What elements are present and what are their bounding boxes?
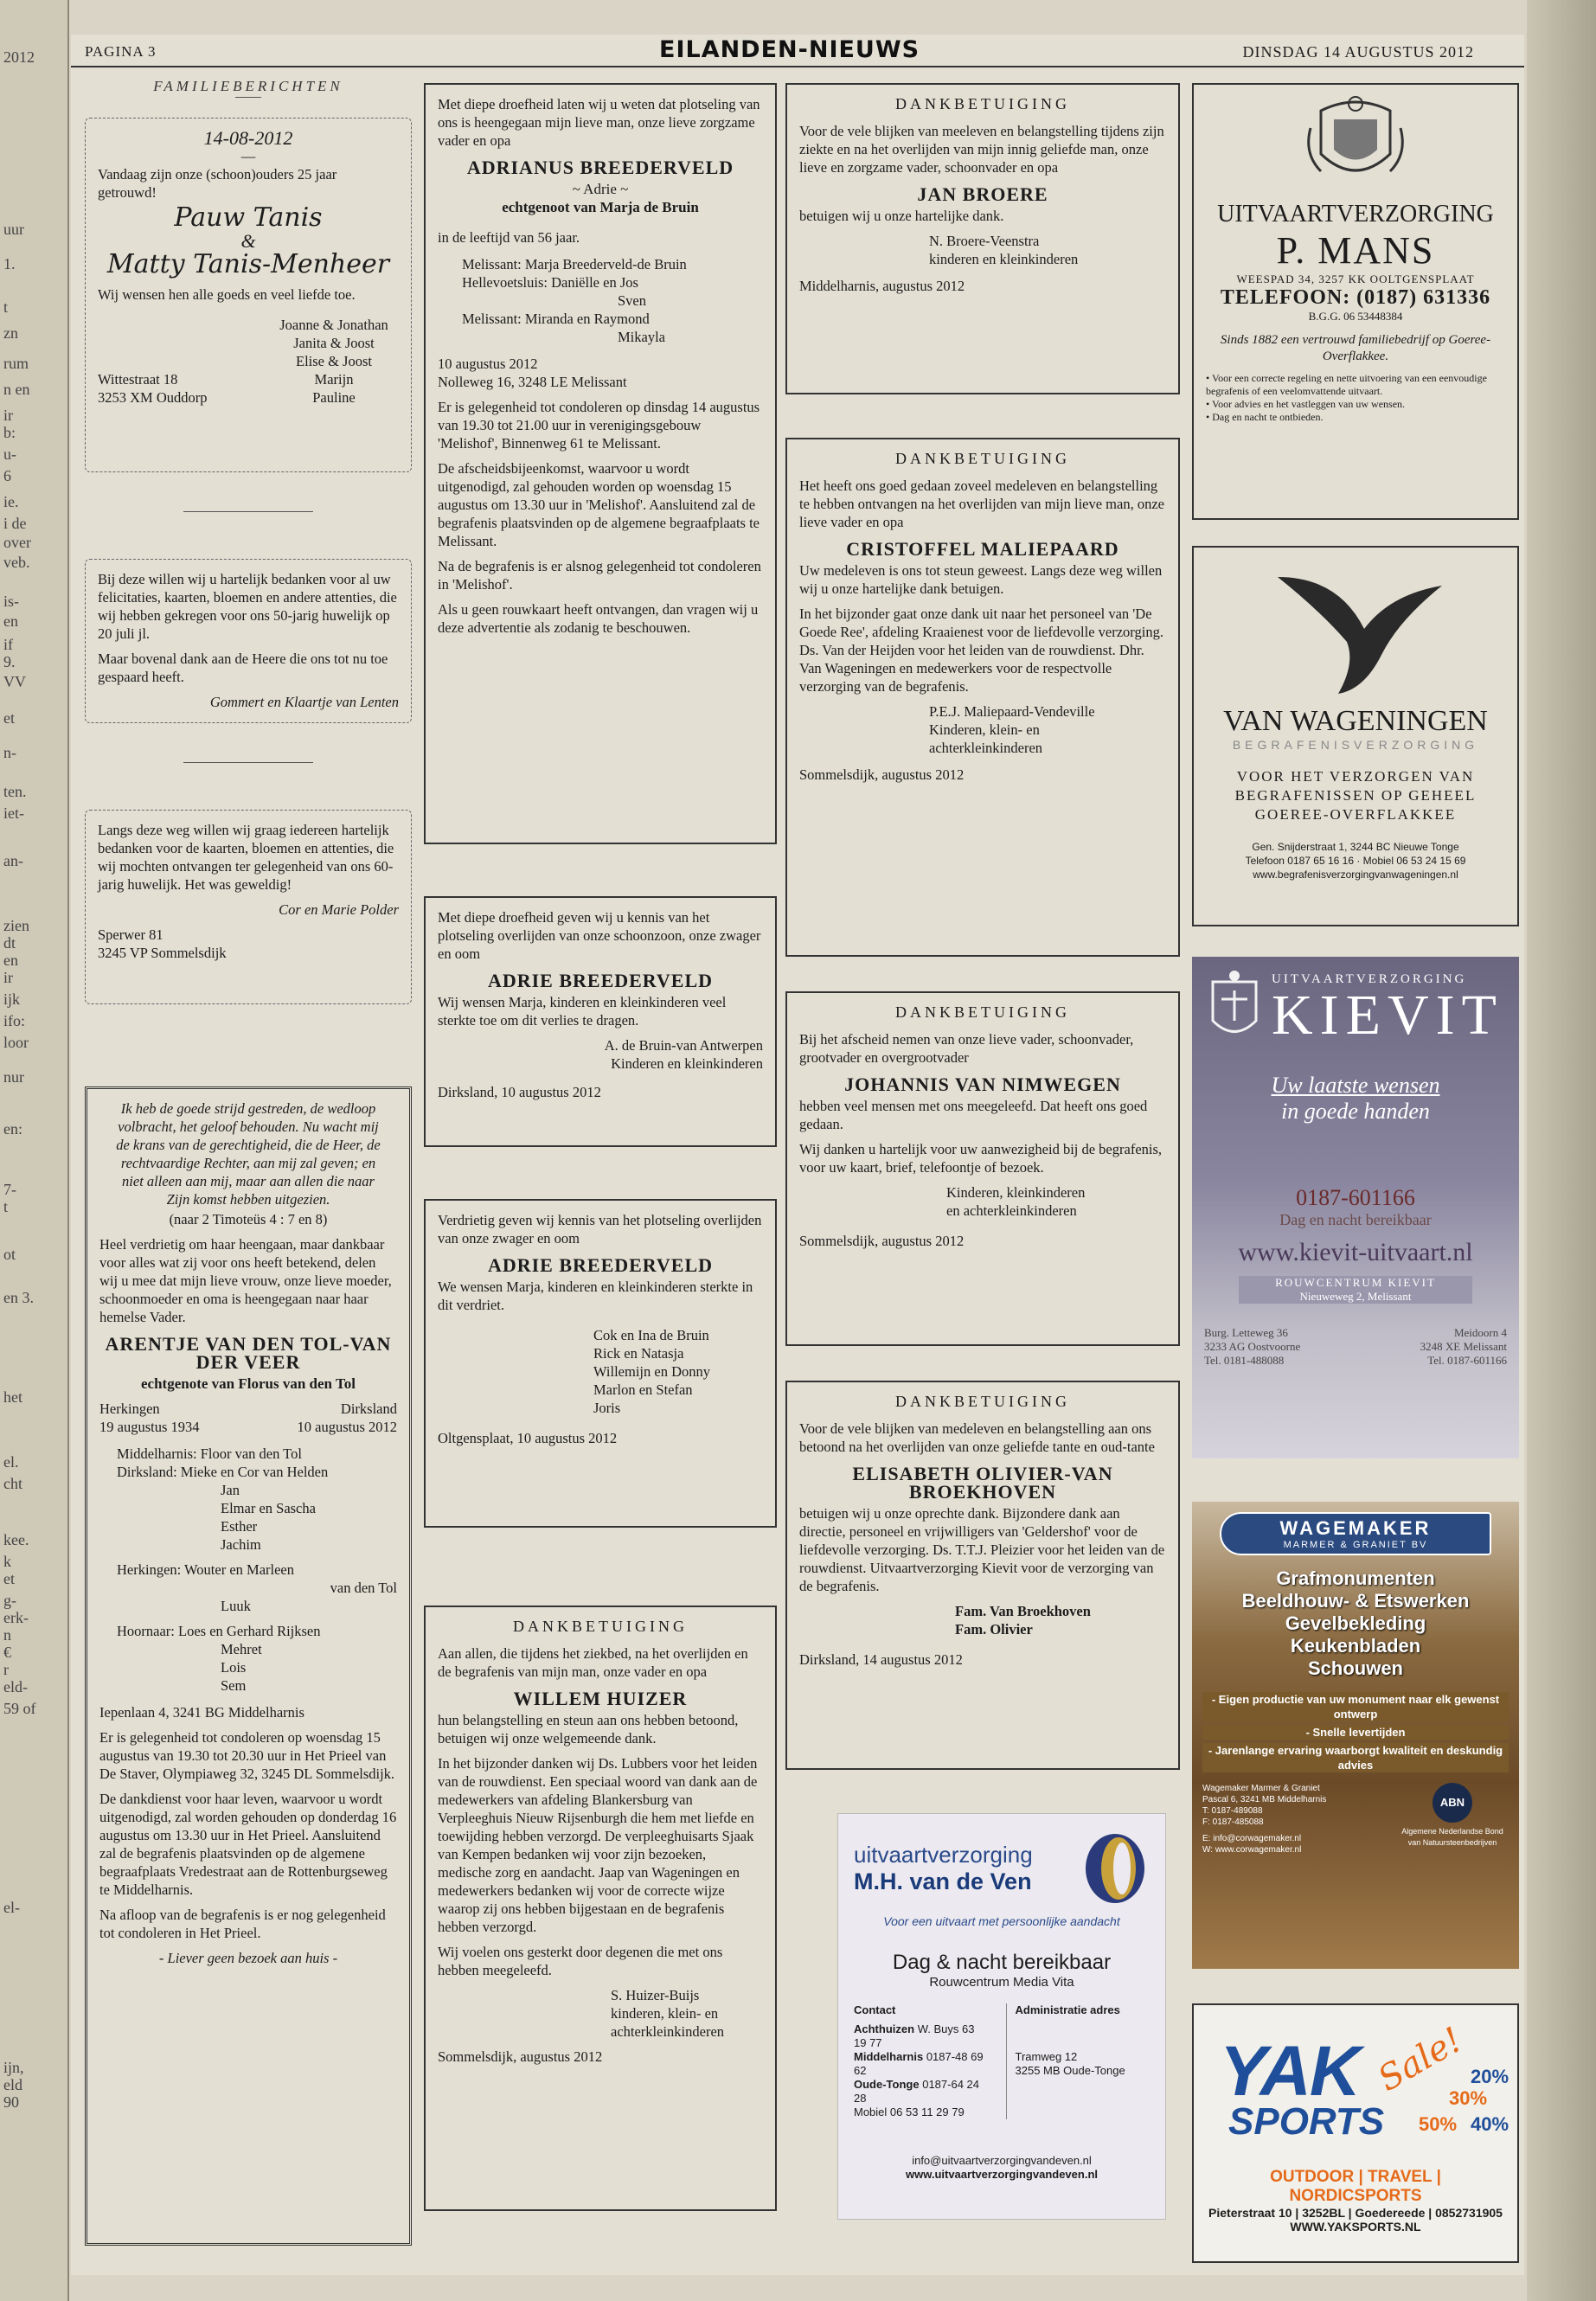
- anniversary-notice: 14-08-2012 — Vandaag zijn onze (schoon)ouders 25 jaar getrouwd! Pauw Tanis & Matty Tanis-Menheer Wij wensen hen alle goeds en veel liefde toe. Wittestraat 18 3253 XM Ouddorp Joanne & Jonathan Janita & Joost Elise & Joost Marijn Pauline: [85, 118, 412, 472]
- ad-location-line: Meidoorn 4: [1453, 1326, 1507, 1339]
- obituary-van-den-tol: [85, 1086, 412, 2246]
- prev-page-fragment: is-: [3, 593, 19, 610]
- obituary-wish: Wij wensen Marja, kinderen en kleinkinderen veel sterkte toe om dit verlies te dragen.: [438, 994, 727, 1029]
- prev-page-fragment: el-: [3, 1899, 20, 1916]
- thanks-text-2: Wij danken u hartelijk voor uw aanwezigheid bij de begrafenis, voor uw kaart, brief, telefoontje of bezoek.: [799, 1141, 1163, 1176]
- ad-since: Sinds 1882 een vertrouwd familiebedrijf op Goeree-Overflakkee.: [1220, 333, 1491, 363]
- prev-page-fragment: ir: [3, 407, 13, 424]
- ad-small-title: UITVAARTVERZORGING: [1272, 971, 1467, 986]
- no-visits-note: - Liever geen bezoek aan huis -: [158, 1950, 338, 1966]
- ad-contact-line: W: www.corwagemaker.nl: [1202, 1845, 1302, 1855]
- ad-categories: OUTDOOR | TRAVEL | NORDICSPORTS: [1270, 2168, 1441, 2205]
- signature-line: Joris: [593, 1400, 621, 1416]
- prev-page-fragment: ten.: [3, 783, 27, 800]
- after-service-info: Na de begrafenis is er alsnog gelegenheid tot condoleren in 'Melishof'.: [438, 558, 761, 593]
- family-line: Melissant: Miranda en Raymond: [462, 311, 650, 327]
- ad-contact-line: T: 0187-489088: [1202, 1806, 1263, 1816]
- ad-slogan-2: in goede handen: [1281, 1099, 1430, 1124]
- thanks-intro: Voor de vele blijken van medeleven en belangstelling aan ons betoond na het overlijden van onze geliefde tante en oud-tante: [799, 1420, 1155, 1455]
- ad-title: UITVAARTVERZORGING: [1217, 201, 1494, 228]
- family-line: van den Tol: [330, 1580, 397, 1596]
- ad-bullet-text: - Snelle levertijden: [1202, 1725, 1509, 1740]
- column-4: [1192, 74, 1524, 2263]
- prev-page-fragment: dt: [3, 934, 16, 952]
- ad-name: P. MANS: [1276, 229, 1435, 272]
- ad-phone: 0187-48 69 62: [854, 2050, 984, 2077]
- signature-line: P.E.J. Maliepaard-Vendeville: [929, 703, 1095, 720]
- prev-page-fragment: en:: [3, 1120, 22, 1138]
- ad-name: WAGEMAKER: [1279, 1517, 1432, 1539]
- thanks-heading: DANKBETUIGING: [895, 95, 1070, 112]
- birth-date: 19 augustus 1934: [99, 1419, 200, 1435]
- prev-page-fragment: b:: [3, 424, 16, 441]
- prev-page-fragment: et: [3, 709, 15, 727]
- thanks-notice-van-lenten: [85, 559, 412, 723]
- thanks-intro: Het heeft ons goed gedaan zoveel medeleven en belangstelling te hebben ontvangen na het overlijden van mijn lieve man, onze lieve vader en opa: [799, 478, 1164, 530]
- previous-page-edge: [0, 0, 69, 2301]
- signature-line: kinderen en kleinkinderen: [929, 251, 1079, 267]
- ad-name: M.H. van de Ven: [854, 1868, 1032, 1894]
- address-city: 3253 XM Ouddorp: [98, 389, 208, 406]
- ad-bullet-text: Voor advies en het vastleggen van uw wensen.: [1211, 398, 1406, 410]
- child-name: Joanne & Jonathan: [279, 317, 388, 333]
- thanks-intro: Aan allen, die tijdens het ziekbed, na het overlijden en de begrafenis van mijn man, onze vader en opa: [438, 1645, 748, 1680]
- discount-badge: 50%: [1419, 2113, 1458, 2135]
- obituary-poem-ref: (naar 2 Timoteüs 4 : 7 en 8): [169, 1211, 328, 1227]
- ad-association: Algemene Nederlandse Bond van Natuursteenbedrijven: [1401, 1827, 1503, 1847]
- thanks-signature: Cor en Marie Polder: [279, 901, 399, 918]
- condolence-info: Er is gelegenheid tot condoleren op woensdag 15 augustus van 19.30 tot 20.30 uur in Het Prieel van De Staver, Olympiaweg 32, 3245 DL Sommelsdijk.: [99, 1729, 395, 1782]
- deceased-name: ADRIE BREEDERVELD: [487, 1254, 714, 1276]
- thanks-cristoffel-maliepaard: [785, 438, 1180, 957]
- column-2: [424, 74, 780, 2263]
- ad-brand: uitvaartverzorging: [854, 1842, 1033, 1868]
- anniversary-date: 14-08-2012: [203, 127, 293, 149]
- family-line: Jachim: [221, 1536, 261, 1553]
- deceased-spouse: echtgenote van Florus van den Tol: [141, 1375, 356, 1392]
- ad-phone: Telefoon 0187 65 16 16 · Mobiel 06 53 24 15 69: [1245, 855, 1466, 867]
- signature-line: Kinderen, kleinkinderen: [946, 1184, 1086, 1201]
- child-name: Elise & Joost: [295, 353, 372, 369]
- prev-page-fragment: r: [3, 1661, 9, 1678]
- prev-page-fragment: et: [3, 1570, 15, 1587]
- book-spine: [1527, 0, 1596, 2301]
- thanks-intro: Voor de vele blijken van meeleven en belangstelling tijdens zijn ziekte en na het overlijden van mijn innig geliefde man, onze lieve en zorgzame vader, schoonvader en opa: [799, 123, 1164, 176]
- place-date: Oltgensplaat, 10 augustus 2012: [438, 1430, 618, 1446]
- address-street: Sperwer 81: [98, 926, 163, 943]
- newspaper-page: [71, 35, 1524, 2275]
- prev-page-fragment: ijn,: [3, 2059, 24, 2076]
- ad-address: Gen. Snijderstraat 1, 3244 BC Nieuwe Tonge: [1252, 841, 1459, 853]
- family-line: Dirksland: Mieke en Cor van Helden: [117, 1464, 329, 1480]
- ad-location-line: Tel. 0187-601166: [1427, 1354, 1507, 1367]
- ad-p-mans: [1192, 83, 1519, 520]
- family-line: Melissant: Marja Breederveld-de Bruin: [462, 256, 687, 272]
- family-line: Esther: [221, 1518, 258, 1535]
- prev-page-fragment: zn: [3, 324, 18, 342]
- prev-page-fragment: 59 of: [3, 1700, 36, 1717]
- ad-tagline: Voor een uitvaart met persoonlijke aandacht: [883, 1914, 1120, 1928]
- discount-badge: 20%: [1471, 2066, 1509, 2087]
- page-number: PAGINA 3: [85, 43, 157, 60]
- prev-page-fragment: VV: [3, 673, 26, 690]
- deceased-age: in de leeftijd van 56 jaar.: [438, 229, 580, 246]
- obituary-address: Iepenlaan 4, 3241 BG Middelharnis: [99, 1704, 304, 1721]
- service-info: De afscheidsbijeenkomst, waarvoor u wordt uitgenodigd, zal gehouden worden op woensdag 15 augustus om 13.30 uur in 'Melishof'. Aansluitend zal de begrafenis plaatsvinden op de algemene begraafplaats te Melissant.: [438, 460, 760, 549]
- deceased-name: JAN BROERE: [917, 183, 1048, 205]
- ad-admin-city: 3255 MB Oude-Tonge: [1015, 2064, 1125, 2077]
- prev-page-fragment: nur: [3, 1068, 24, 1086]
- prev-page-fragment: eld-: [3, 1678, 28, 1695]
- bird-logo-icon: [1260, 560, 1451, 698]
- ad-mourning-center: ROUWCENTRUM KIEVIT: [1239, 1276, 1472, 1290]
- kievit-crest-icon: [1204, 969, 1265, 1047]
- ad-name: KIEVIT: [1272, 983, 1503, 1047]
- death-date: 10 augustus 2012: [297, 1419, 397, 1435]
- prev-page-fragment: en 3.: [3, 1289, 34, 1306]
- thanks-johannis-van-nimwegen: [785, 991, 1180, 1346]
- ad-location: Oude-Tonge: [854, 2078, 920, 2091]
- ad-bullet-text: Dag en nacht te ontbieden.: [1212, 411, 1324, 423]
- ad-mourning-center-address: Nieuweweg 2, Melissant: [1239, 1290, 1472, 1304]
- obituary-wish: We wensen Marja, kinderen en kleinkinderen sterkte in dit verdriet.: [438, 1279, 753, 1313]
- prev-page-fragment: 90: [3, 2093, 19, 2111]
- deceased-name: ARENTJE VAN DEN TOL-VAN DER VEER: [105, 1333, 392, 1373]
- prev-page-fragment: 6: [3, 467, 11, 484]
- ad-contact-line: Wagemaker Marmer & Graniet: [1202, 1784, 1320, 1793]
- prev-page-fragment: t: [3, 298, 9, 316]
- ad-website: www.begrafenisverzorgingvanwageningen.nl: [1253, 868, 1458, 881]
- address-city: 3245 VP Sommelsdijk: [98, 945, 227, 961]
- obituary-intro: Met diepe droefheid geven wij u kennis van het plotseling overlijden van onze schoonzoon, onze zwager en oom: [438, 909, 761, 962]
- deceased-name: CRISTOFFEL MALIEPAARD: [846, 538, 1119, 560]
- thanks-text-3: Wij voelen ons gesterkt door degenen die met ons hebben meegeleefd.: [438, 1944, 723, 1978]
- ad-location-line: 3233 AG Oostvoorne: [1204, 1340, 1301, 1353]
- prev-page-fragment: €: [3, 1644, 11, 1661]
- ad-availability: Dag en nacht bereikbaar: [1279, 1211, 1432, 1228]
- signature-line: achterkleinkinderen: [611, 2023, 725, 2040]
- ad-wagemaker: [1192, 1502, 1519, 1969]
- ad-bullet: • Voor advies en het vastleggen van uw wensen.: [1206, 398, 1406, 410]
- prev-page-fragment: rum: [3, 355, 29, 372]
- thanks-text: Langs deze weg willen wij graag iedereen hartelijk bedanken voor de kaarten, bloemen en attenties, die wij mochten ontvangen ter gelegenheid van ons 60-jarig huwelijk. Het was geweldig!: [98, 822, 394, 893]
- ad-bullet-text: - Eigen productie van uw monument naar elk gewenst ontwerp: [1202, 1692, 1509, 1721]
- address-street: Wittestraat 18: [98, 371, 178, 388]
- deceased-name: ELISABETH OLIVIER-VAN BROEKHOVEN: [852, 1463, 1113, 1503]
- prev-page-fragment: k: [3, 1553, 11, 1570]
- section-title: FAMILIEBERICHTEN: [153, 78, 343, 94]
- thanks-heading: DANKBETUIGING: [895, 1393, 1070, 1410]
- obituary-poem: Ik heb de goede strijd gestreden, de wedloop volbracht, het geloof behouden. Nu wacht mij de krans van de gerechtigheid, die de Heer, de rechtvaardige Rechter, aan mij zal geven; en niet alleen aan mij, maar aan allen die naar Zijn komst hebben uitgezien.: [116, 1100, 381, 1208]
- thanks-text-2: In het bijzonder danken wij Ds. Lubbers voor het leiden van de rouwdienst. Een speciaal woord van dank aan de medewerkers van afdeling Blankersburg van Verpleeghuis Nieuw Rijsenburgh die hem met liefde en toewijding hebben verzorgd. De verpleeghuisarts Sjaak van Kempen bedanken wij voor zijn bezoeken, medische zorg en aandacht. Jaap van Wageningen en medewerkers bedanken wij voor de correcte wijze waarop zij ons hebben bijgestaan en de begrafenis hebben verzorgd.: [438, 1755, 758, 1935]
- family-line: Sven: [618, 292, 646, 309]
- prev-page-fragment: if: [3, 636, 13, 653]
- ad-location: Middelharnis: [854, 2050, 924, 2063]
- ad-website: www.kievit-uitvaart.nl: [1238, 1238, 1473, 1266]
- thanks-text: betuigen wij u onze oprechte dank. Bijzondere dank aan directie, personeel en vrijwilligers van 'Geldershof' voor de liefdevolle verzorging. Ds. T.T.J. Pleizier voor het leiden van de rouwdienst. Uitvaartverzorging Kievit voor de verzorging van de begrafenis.: [799, 1505, 1165, 1594]
- signature-line: Marlon en Stefan: [593, 1381, 693, 1398]
- signature-line: kinderen, klein- en: [611, 2005, 719, 2022]
- prev-page-fragment: ifo:: [3, 1012, 25, 1029]
- thanks-elisabeth-olivier: [785, 1381, 1180, 1770]
- abn-badge-icon: ABN: [1433, 1783, 1472, 1823]
- ad-contact-line: Pascal 6, 3241 MB Middelharnis: [1202, 1795, 1327, 1804]
- ad-bullet-text: Voor een correcte regeling en nette uitvoering van een eenvoudige begrafenis of een veelomvattende uitvaart.: [1206, 372, 1487, 397]
- signature-line: Kinderen en kleinkinderen: [611, 1055, 763, 1072]
- thanks-notice-polder: [85, 810, 412, 1004]
- ad-location-line: Tel. 0181-488088: [1204, 1354, 1285, 1367]
- masthead: EILANDEN-NIEUWS: [659, 36, 920, 63]
- obituary-adrie-breederveld-1: [424, 896, 777, 1147]
- obituary-intro: Heel verdrietig om haar heengaan, maar dankbaar voor alles wat zij voor ons heeft betekend, delen wij u mee dat mijn lieve vrouw, onze lieve moeder, schoonmoeder en oma is heengegaan naar haar hemelse Vader.: [99, 1236, 392, 1325]
- ad-phone: 63 19 77: [854, 2022, 975, 2049]
- discount-badge: 30%: [1449, 2087, 1488, 2109]
- ampersand: &: [240, 230, 256, 252]
- ad-van-de-ven: [837, 1813, 1166, 2220]
- ad-description: VOOR HET VERZORGEN VAN BEGRAFENISSEN OP GEHEEL GOEREE-OVERFLAKKEE: [1234, 768, 1477, 823]
- deceased-nickname: ~ Adrie ~: [572, 181, 629, 197]
- ad-service-line: Grafmonumenten: [1276, 1567, 1435, 1589]
- ad-service-line: Keukenbladen: [1290, 1635, 1421, 1657]
- prev-page-fragment: over: [3, 534, 31, 551]
- prev-page-fragment: u-: [3, 445, 16, 463]
- signature-line: N. Broere-Veenstra: [929, 233, 1040, 249]
- prev-page-fragment: en: [3, 952, 18, 969]
- death-place: Dirksland: [340, 1400, 397, 1417]
- thanks-heading: DANKBETUIGING: [513, 1618, 688, 1635]
- family-list: [117, 1445, 397, 1695]
- place-date: Sommelsdijk, augustus 2012: [799, 766, 965, 783]
- prev-page-fragment: an-: [3, 852, 23, 869]
- yak-logo: YAK: [1220, 2032, 1360, 2111]
- ad-contact-line: E: info@corwagemaker.nl: [1202, 1834, 1302, 1843]
- prev-page-fragment: i de: [3, 515, 27, 532]
- thanks-text: Uw medeleven is ons tot steun geweest. Langs deze weg willen wij u onze hartelijke dank betuigen.: [799, 562, 1163, 597]
- prev-page-fragment: ijk: [3, 990, 21, 1008]
- ad-admin-heading: Administratie adres: [1015, 2003, 1120, 2016]
- prev-page-fragment: erk-: [3, 1609, 29, 1626]
- family-line: Mikayla: [618, 329, 665, 345]
- prev-page-fragment: n en: [3, 381, 30, 398]
- ad-admin-street: Tramweg 12: [1015, 2050, 1078, 2063]
- ad-bullet: • Voor een correcte regeling en nette uitvoering van een eenvoudige begrafenis of een veelomvattende uitvaart.: [1206, 372, 1487, 397]
- signature-line: Fam. Van Broekhoven: [955, 1603, 1091, 1619]
- thanks-willem-huizer: [424, 1606, 777, 2211]
- family-line: Hoornaar: Loes en Gerhard Rijksen: [117, 1623, 321, 1639]
- family-line: Elmar en Sascha: [221, 1500, 316, 1516]
- signature-line: Kinderen, klein- en: [929, 721, 1040, 738]
- ad-van-wageningen: [1192, 546, 1519, 926]
- ad-alt-phone: B.G.G. 06 53448384: [1308, 310, 1403, 323]
- place-date: Middelharnis, augustus 2012: [799, 278, 965, 294]
- prev-page-fragment: kee.: [3, 1531, 29, 1548]
- prev-page-fragment: en: [3, 612, 18, 630]
- ad-contact-person: W. Buys: [917, 2022, 959, 2035]
- ad-slogan: Uw laatste wensen: [1271, 1073, 1440, 1098]
- ad-location-line: 3248 XE Melissant: [1420, 1340, 1507, 1353]
- ad-yak-sports: [1192, 2003, 1519, 2263]
- family-line: Herkingen: Wouter en Marleen: [117, 1561, 295, 1578]
- thanks-heading: DANKBETUIGING: [895, 1003, 1070, 1021]
- ad-subtitle: BEGRAFENISVERZORGING: [1232, 738, 1479, 752]
- family-line: Luuk: [221, 1598, 251, 1614]
- family-line: Jan: [221, 1482, 240, 1498]
- signature-line: Fam. Olivier: [955, 1621, 1033, 1638]
- signature-line: S. Huizer-Buijs: [611, 1987, 700, 2003]
- ad-email: info@uitvaartverzorgingvandeven.nl: [912, 2154, 1092, 2167]
- ad-address: Pieterstraat 10 | 3252BL | Goedereede | 0852731905: [1208, 2206, 1503, 2220]
- obituary-address: Nolleweg 16, 3248 LE Melissant: [438, 374, 627, 390]
- family-list: [462, 255, 763, 346]
- thanks-heading: DANKBETUIGING: [895, 450, 1070, 467]
- family-line: Sem: [221, 1677, 247, 1694]
- ad-location: Achthuizen: [854, 2022, 915, 2035]
- van-de-ven-logo-icon: [1080, 1830, 1150, 1907]
- family-line: Hellevoetsluis: Daniëlle en Jos: [462, 274, 638, 291]
- family-line: Middelharnis: Floor van den Tol: [117, 1445, 302, 1462]
- child-name: Pauline: [312, 389, 356, 406]
- place-date: Dirksland, 10 augustus 2012: [438, 1084, 601, 1100]
- prev-page-fragment: t: [3, 1198, 9, 1215]
- birth-place: Herkingen: [99, 1400, 160, 1417]
- ad-phone: TELEFOON: (0187) 631336: [1220, 286, 1491, 309]
- prev-page-fragment: loor: [3, 1034, 29, 1051]
- honoree-2: Matty Tanis-Menheer: [106, 249, 390, 279]
- condolence-info: Er is gelegenheid tot condoleren op dinsdag 14 augustus van 19.30 tot 21.00 uur in verenigingsgebouw 'Melishof', Binnenweg 61 te Melissant.: [438, 399, 760, 452]
- deceased-spouse: echtgenoot van Marja de Bruin: [502, 199, 699, 215]
- prev-page-year: 2012: [3, 48, 35, 66]
- prev-page-fragment: eld: [3, 2076, 22, 2093]
- column-3: [785, 74, 1185, 2263]
- death-date: 10 augustus 2012: [438, 356, 538, 372]
- thanks-text: Bij deze willen wij u hartelijk bedanken voor al uw felicitaties, kaarten, bloemen en andere attenties, die wij hebben gekregen voor ons 50-jarig huwelijk op 20 juli jl.: [98, 571, 397, 642]
- sale-label: Sale!: [1371, 2020, 1470, 2099]
- ad-kievit: [1192, 957, 1519, 1458]
- yak-sports-label: SPORTS: [1228, 2100, 1385, 2143]
- obituary-adrianus-breederveld: [424, 83, 777, 844]
- prev-page-fragment: ir: [3, 969, 13, 986]
- ad-bullet: • Dag en nacht te ontbieden.: [1206, 411, 1324, 423]
- ad-name: VAN WAGENINGEN: [1223, 705, 1488, 737]
- service-info: De dankdienst voor haar leven, waarvoor u wordt uitgenodigd, zal worden gehouden op donderdag 16 augustus om 13.30 uur in Het Prieel. Aansluitend zal de begrafenis plaatsvinden op de algemene begraafplaats Vredestraat aan de Rottenburgseweg te Middelharnis.: [99, 1791, 397, 1898]
- ad-bullet-text: - Jarenlange ervaring waarborgt kwaliteit en deskundig advies: [1202, 1743, 1509, 1772]
- ad-mourning-center: Rouwcentrum Media Vita: [929, 1975, 1074, 1990]
- signature-line: en achterkleinkinderen: [946, 1202, 1077, 1219]
- page-header: [71, 35, 1524, 67]
- place-date: Sommelsdijk, augustus 2012: [438, 2048, 603, 2065]
- ad-mobile: Mobiel 06 53 11 29 79: [854, 2106, 965, 2118]
- anniversary-wish: Wij wensen hen alle goeds en veel liefde toe.: [98, 286, 356, 303]
- after-service-info: Na afloop van de begrafenis is er nog gelegenheid tot condoleren in Het Prieel.: [99, 1907, 386, 1941]
- ad-website: WWW.YAKSPORTS.NL: [1290, 2220, 1421, 2234]
- ad-availability: Dag & nacht bereikbaar: [892, 1951, 1112, 1974]
- family-line: Mehret: [221, 1641, 262, 1657]
- mourning-card-note: Als u geen rouwkaart heeft ontvangen, dan vragen wij u deze advertentie als zodanig te beschouwen.: [438, 601, 759, 636]
- prev-page-fragment: zien: [3, 917, 29, 934]
- discount-badge: 40%: [1471, 2113, 1509, 2135]
- coat-of-arms-icon: [1304, 93, 1407, 189]
- anniversary-intro: Vandaag zijn onze (schoon)ouders 25 jaar getrouwd!: [98, 166, 337, 201]
- column-1: [80, 74, 417, 2263]
- deceased-name: ADRIE BREEDERVELD: [487, 970, 714, 991]
- signature-line: achterkleinkinderen: [929, 740, 1043, 756]
- issue-date: DINSDAG 14 AUGUSTUS 2012: [1242, 43, 1474, 61]
- ad-service-line: Beeldhouw- & Etswerken: [1241, 1590, 1470, 1612]
- prev-page-fragment: cht: [3, 1475, 22, 1492]
- ad-phone: 0187-64 24 28: [854, 2078, 979, 2105]
- ad-phone: 0187-601166: [1296, 1185, 1415, 1210]
- place-date: Sommelsdijk, augustus 2012: [799, 1233, 965, 1249]
- prev-page-fragment: uur: [3, 221, 24, 238]
- obituary-intro: Met diepe droefheid laten wij u weten dat plotseling van ons is heengegaan mijn lieve man, onze lieve zorgzame vader en opa: [438, 96, 760, 149]
- ad-address: WEESPAD 34, 3257 KK OOLTGENSPLAAT: [1236, 272, 1475, 285]
- thanks-text: hebben veel mensen met ons meegeleefd. Dat heeft ons goed gedaan.: [799, 1098, 1148, 1132]
- deceased-name: JOHANNIS VAN NIMWEGEN: [844, 1074, 1121, 1095]
- thanks-text: betuigen wij u onze hartelijke dank.: [799, 208, 1004, 224]
- thanks-text-2: Maar bovenal dank aan de Heere die ons tot nu toe gespaard heeft.: [98, 651, 388, 685]
- prev-page-fragment: ot: [3, 1246, 16, 1263]
- ad-contact-heading: Contact: [854, 2003, 896, 2016]
- ad-website: www.uitvaartverzorgingvandeven.nl: [905, 2168, 1098, 2181]
- signature-line: Rick en Natasja: [593, 1345, 684, 1362]
- obituary-intro: Verdrietig geven wij kennis van het plotseling overlijden van onze zwager en oom: [438, 1212, 762, 1247]
- thanks-text: hun belangstelling en steun aan ons hebben betoond, betuigen wij onze welgemeende dank.: [438, 1712, 739, 1747]
- prev-page-fragment: 7-: [3, 1181, 16, 1198]
- prev-page-fragment: ie.: [3, 493, 19, 510]
- ad-service-line: Schouwen: [1307, 1657, 1403, 1679]
- child-name: Marijn: [314, 371, 354, 388]
- prev-page-fragment: 9.: [3, 653, 16, 670]
- prev-page-fragment: n-: [3, 744, 16, 761]
- prev-page-fragment: iet-: [3, 804, 24, 822]
- prev-page-fragment: veb.: [3, 554, 30, 571]
- signature-line: Cok en Ina de Bruin: [593, 1327, 709, 1343]
- thanks-intro: Bij het afscheid nemen van onze lieve vader, schoonvader, grootvader en overgrootvader: [799, 1031, 1134, 1066]
- prev-page-fragment: 1.: [3, 255, 16, 272]
- family-line: Lois: [221, 1659, 247, 1676]
- obituary-adrie-breederveld-2: [424, 1199, 777, 1528]
- thanks-signature: Gommert en Klaartje van Lenten: [209, 694, 399, 710]
- thanks-jan-broere: [785, 83, 1180, 394]
- deceased-name: ADRIANUS BREEDERVELD: [466, 157, 734, 178]
- place-date: Dirksland, 14 augustus 2012: [799, 1651, 963, 1668]
- honoree-1: Pauw Tanis: [174, 202, 323, 233]
- ad-contact-line: F: 0187-485088: [1202, 1817, 1264, 1827]
- prev-page-fragment: el.: [3, 1453, 19, 1471]
- ad-subtitle: MARMER & GRANIET BV: [1283, 1540, 1428, 1550]
- prev-page-fragment: g-: [3, 1592, 16, 1609]
- ad-location-line: Burg. Letteweg 36: [1204, 1326, 1288, 1339]
- prev-page-fragment: het: [3, 1388, 22, 1406]
- thanks-text-2: In het bijzonder gaat onze dank uit naar het personeel van 'De Goede Ree', afdeling Kraaienest voor de liefdevolle verzorging. Ds. Van der Heijden voor het leiden van de rouwdienst. Dhr. Van Wageningen en medewerkers voor de respectvolle verzorging van de begrafenis.: [799, 606, 1163, 695]
- signature-line: A. de Bruin-van Antwerpen: [604, 1037, 763, 1054]
- signature-line: Willemijn en Donny: [593, 1363, 710, 1380]
- deceased-name: WILLEM HUIZER: [513, 1688, 688, 1709]
- ad-service-line: Gevelbekleding: [1285, 1612, 1426, 1634]
- prev-page-fragment: n: [3, 1626, 11, 1644]
- child-name: Janita & Joost: [293, 335, 375, 351]
